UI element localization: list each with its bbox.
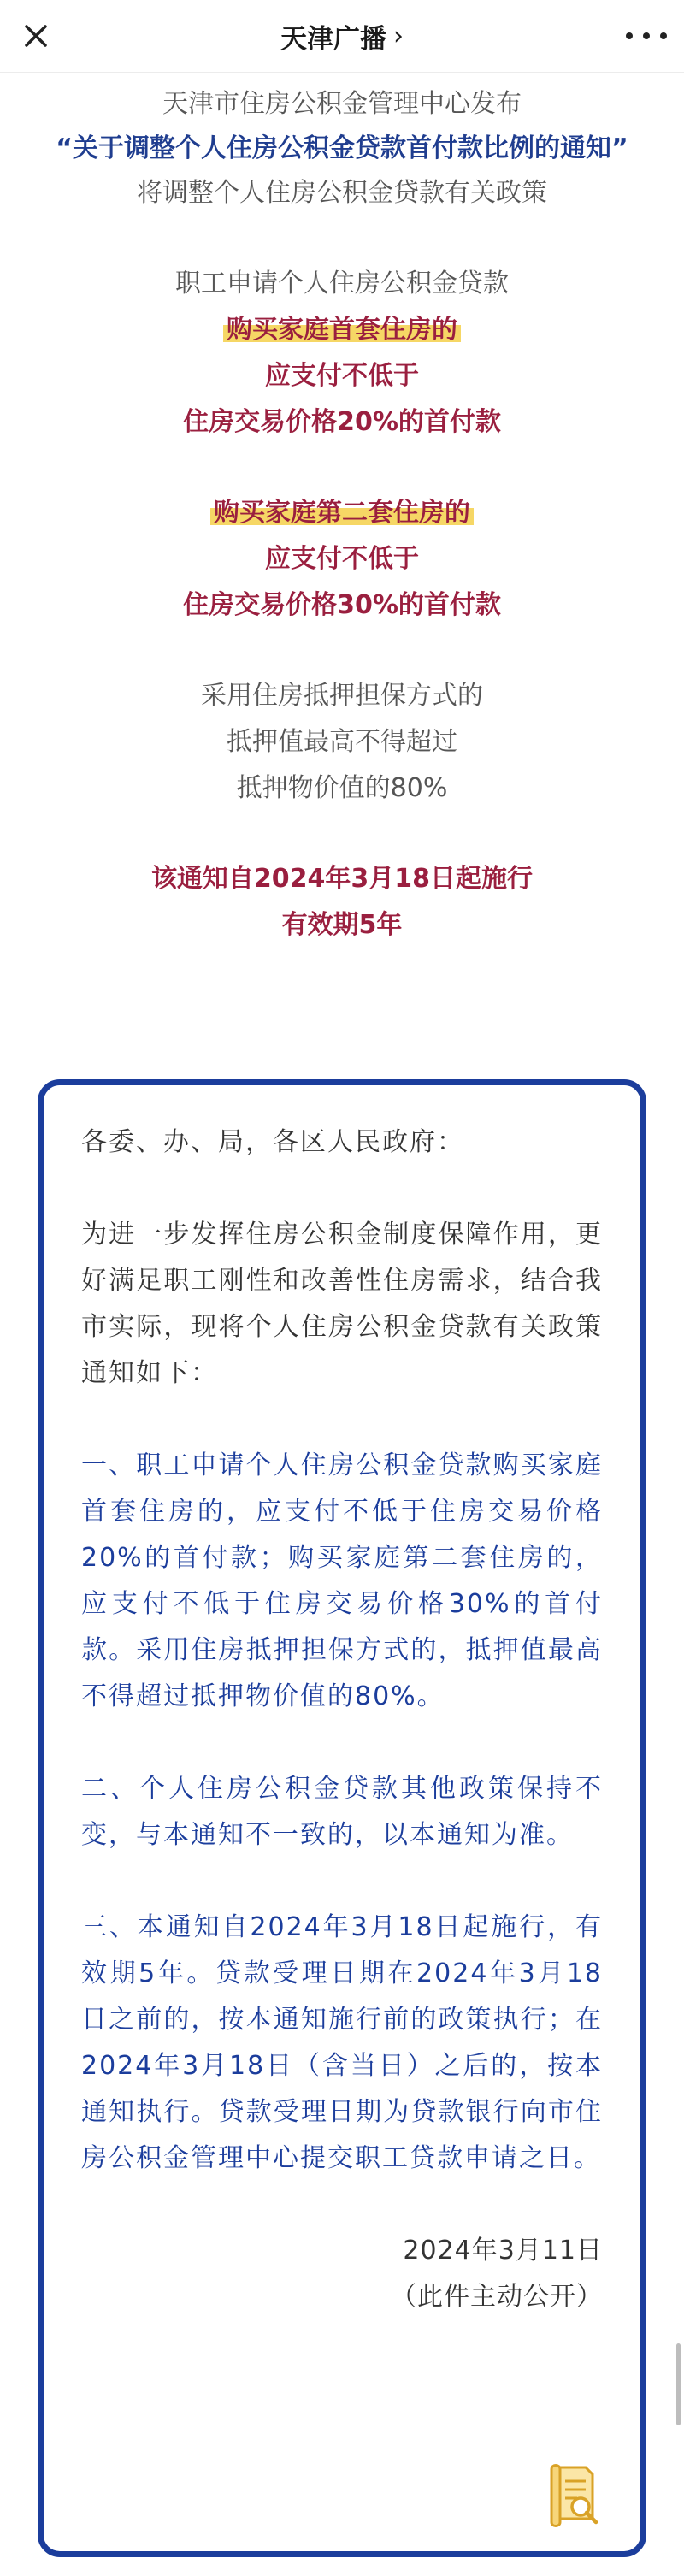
- scrollbar-thumb[interactable]: [676, 2343, 681, 2425]
- notice-date: 2024年3月11日: [403, 2236, 603, 2266]
- chevron-right-icon: ›: [393, 21, 404, 51]
- block1-line2: 应支付不低于: [265, 361, 419, 391]
- block3-line1: 采用住房抵押担保方式的: [201, 681, 483, 711]
- block2-line3: 住房交易价格30%的首付款: [183, 590, 501, 620]
- notice-box: [38, 1079, 646, 2557]
- block2-line2: 应支付不低于: [265, 544, 419, 574]
- summary-publisher: 天津市住房公积金管理中心发布: [162, 89, 522, 119]
- account-title: 天津广播: [280, 23, 386, 55]
- more-dot: [643, 32, 650, 39]
- summary-subtitle: 将调整个人住房公积金贷款有关政策: [137, 178, 547, 208]
- more-icon[interactable]: [626, 19, 667, 53]
- notice-item-1: 一、职工申请个人住房公积金贷款购买家庭首套住房的，应支付不低于住房交易价格20%的首付款；购买家庭第二套住房的，应支付不低于住房交易价格30%的首付款。采用住房抵押担保方式的，抵押值最高不得超过抵押物价值的80%。: [81, 1450, 603, 1711]
- notice-intro: 为进一步发挥住房公积金制度保障作用，更好满足职工刚性和改善性住房需求，结合我市实际，现将个人住房公积金贷款有关政策通知如下：: [81, 1220, 603, 1388]
- notice-salutation: 各委、办、局，各区人民政府：: [81, 1127, 464, 1157]
- document-search-icon: [543, 2462, 603, 2529]
- more-dot: [626, 32, 633, 39]
- block2-highlight: 购买家庭第二套住房的: [210, 498, 474, 528]
- top-bar: [0, 0, 684, 73]
- block3-line2: 抵押值最高不得超过: [227, 727, 457, 757]
- block1-highlight: 购买家庭首套住房的: [223, 315, 461, 345]
- block1-line3: 住房交易价格20%的首付款: [183, 407, 501, 437]
- notice-date-block: [81, 2228, 603, 2320]
- block1-intro: 职工申请个人住房公积金贷款: [175, 269, 509, 298]
- more-dot: [660, 32, 667, 39]
- notice-disclosure: （此件主动公开）: [391, 2282, 603, 2312]
- notice-item-2: 二、个人住房公积金贷款其他政策保持不变，与本通知不一致的，以本通知为准。: [81, 1774, 603, 1850]
- summary-section: [0, 81, 684, 948]
- account-title-button[interactable]: [0, 0, 684, 72]
- effective-line2: 有效期5年: [281, 910, 403, 940]
- block3-line3: 抵押物价值的80%: [236, 773, 448, 803]
- notice-item-3: 三、本通知自2024年3月18日起施行，有效期5年。贷款受理日期在2024年3月18日之前的，按本通知施行前的政策执行；在2024年3月18日（含当日）之后的，按本通知执行。贷款受理日期为贷款银行向市住房公积金管理中心提交职工贷款申请之日。: [81, 1912, 603, 2173]
- notice-title: “关于调整个人住房公积金贷款首付款比例的通知”: [56, 133, 628, 163]
- effective-line1: 该通知自2024年3月18日起施行: [150, 864, 534, 894]
